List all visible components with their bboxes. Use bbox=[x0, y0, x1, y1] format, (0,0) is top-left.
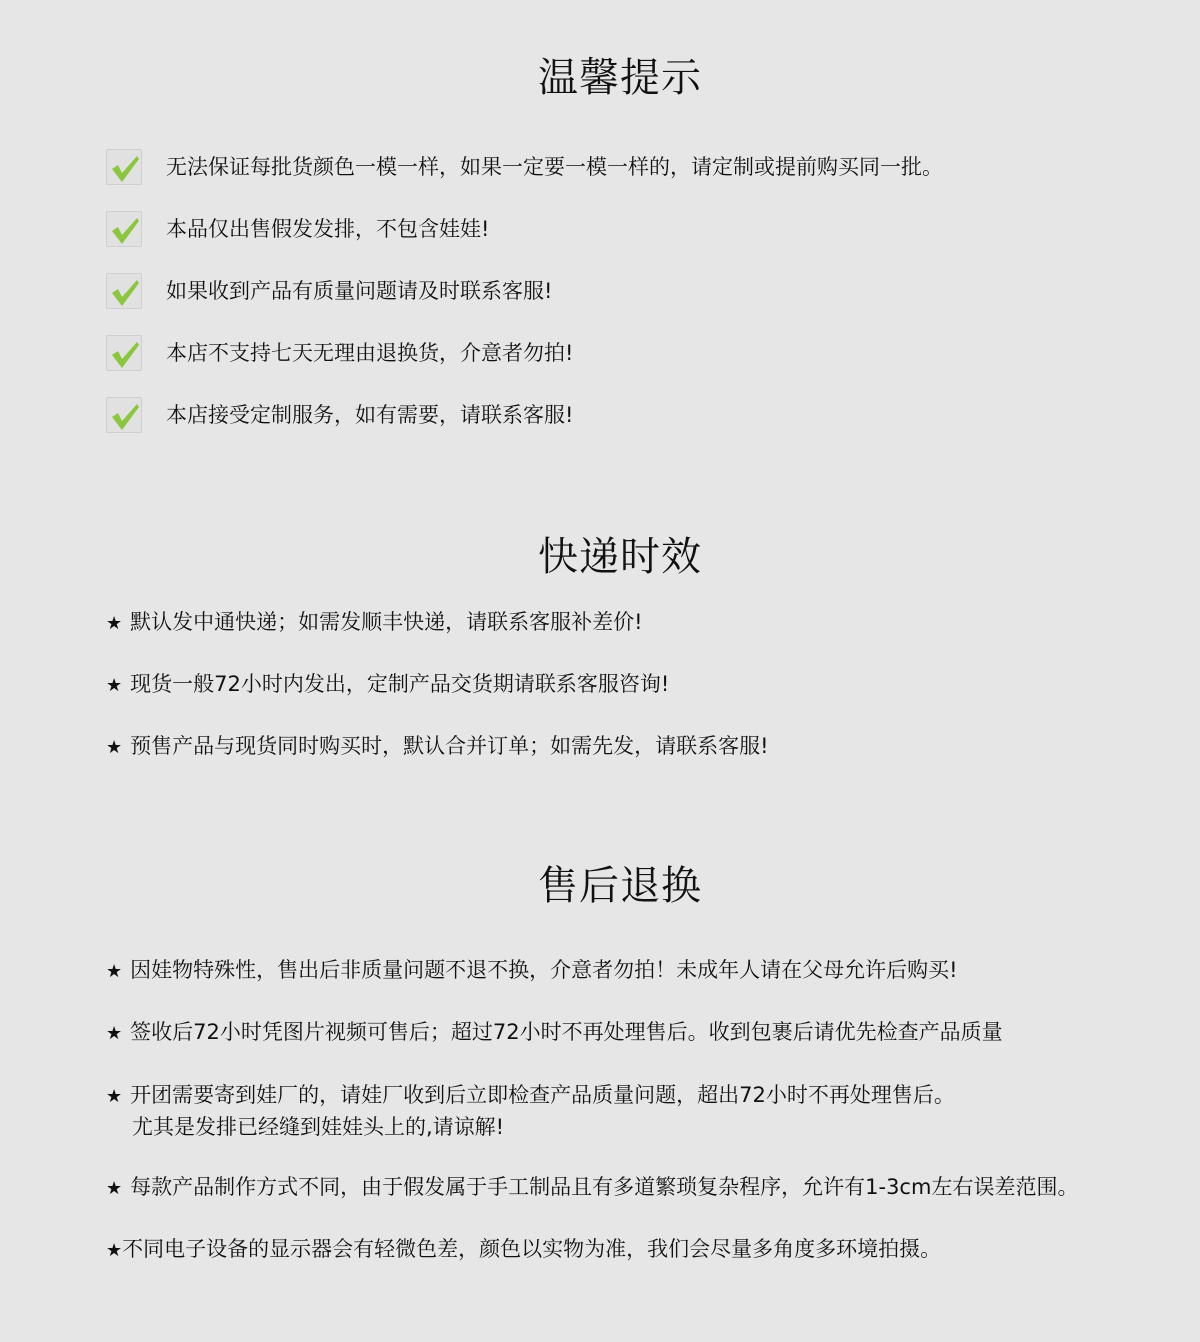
star-icon: ★ bbox=[106, 613, 123, 634]
tip-item bbox=[106, 148, 943, 186]
shipping-item bbox=[106, 607, 643, 639]
tip-text: 无法保证每批货颜色一模一样，如果一定要一模一样的，请定制或提前购买同一批。 bbox=[166, 155, 943, 179]
star-icon: ★ bbox=[106, 1023, 123, 1044]
shipping-item bbox=[106, 731, 769, 763]
aftersale-text: 不同电子设备的显示器会有轻微色差，颜色以实物为准，我们会尽量多角度多环境拍摄。 bbox=[122, 1237, 942, 1261]
tip-item bbox=[106, 334, 573, 372]
shipping-item bbox=[106, 669, 669, 701]
aftersale-item bbox=[106, 1017, 1003, 1049]
aftersale-text: 每款产品制作方式不同，由于假发属于手工制品且有多道繁琐复杂程序，允许有1-3cm左右误差范围。 bbox=[130, 1175, 1079, 1199]
aftersale-item bbox=[106, 1172, 1078, 1204]
aftersale-item bbox=[106, 955, 958, 987]
star-icon: ★ bbox=[106, 1178, 123, 1199]
section-title-aftersale: 售后退换 bbox=[538, 863, 702, 909]
tip-item bbox=[106, 272, 552, 310]
checkmark-icon bbox=[106, 211, 142, 247]
section-title-tips: 温馨提示 bbox=[538, 55, 702, 101]
shipping-text: 预售产品与现货同时购买时，默认合并订单；如需先发，请联系客服! bbox=[130, 734, 769, 758]
star-icon: ★ bbox=[106, 675, 123, 696]
tip-text: 本店不支持七天无理由退换货，介意者勿拍! bbox=[166, 341, 574, 365]
shipping-text: 默认发中通快递；如需发顺丰快递，请联系客服补差价! bbox=[130, 610, 643, 634]
aftersale-text: 因娃物特殊性，售出后非质量问题不退不换，介意者勿拍！未成年人请在父母允许后购买! bbox=[130, 958, 958, 982]
tip-item bbox=[106, 396, 573, 434]
aftersale-item bbox=[106, 1234, 941, 1266]
section-title-shipping: 快递时效 bbox=[538, 534, 702, 580]
shipping-text: 现货一般72小时内发出，定制产品交货期请联系客服咨询! bbox=[130, 672, 670, 696]
checkmark-icon bbox=[106, 273, 142, 309]
star-icon: ★ bbox=[106, 737, 123, 758]
aftersale-text: 开团需要寄到娃厂的，请娃厂收到后立即检查产品质量问题，超出72小时不再处理售后。 bbox=[130, 1083, 955, 1107]
tip-text: 本店接受定制服务，如有需要，请联系客服! bbox=[166, 403, 574, 427]
checkmark-icon bbox=[106, 335, 142, 371]
tip-text: 本品仅出售假发发排，不包含娃娃! bbox=[166, 217, 490, 241]
checkmark-icon bbox=[106, 397, 142, 433]
star-icon: ★ bbox=[106, 1240, 123, 1261]
star-icon: ★ bbox=[106, 1086, 123, 1107]
aftersale-text: 签收后72小时凭图片视频可售后；超过72小时不再处理售后。收到包裹后请优先检查产品质量 bbox=[130, 1020, 1003, 1044]
checkmark-icon bbox=[106, 149, 142, 185]
aftersale-text-continuation: 尤其是发排已经缝到娃娃头上的,请谅解! bbox=[132, 1115, 505, 1139]
tip-text: 如果收到产品有质量问题请及时联系客服! bbox=[166, 279, 553, 303]
tip-item bbox=[106, 210, 489, 248]
aftersale-item bbox=[106, 1080, 955, 1142]
star-icon: ★ bbox=[106, 961, 123, 982]
